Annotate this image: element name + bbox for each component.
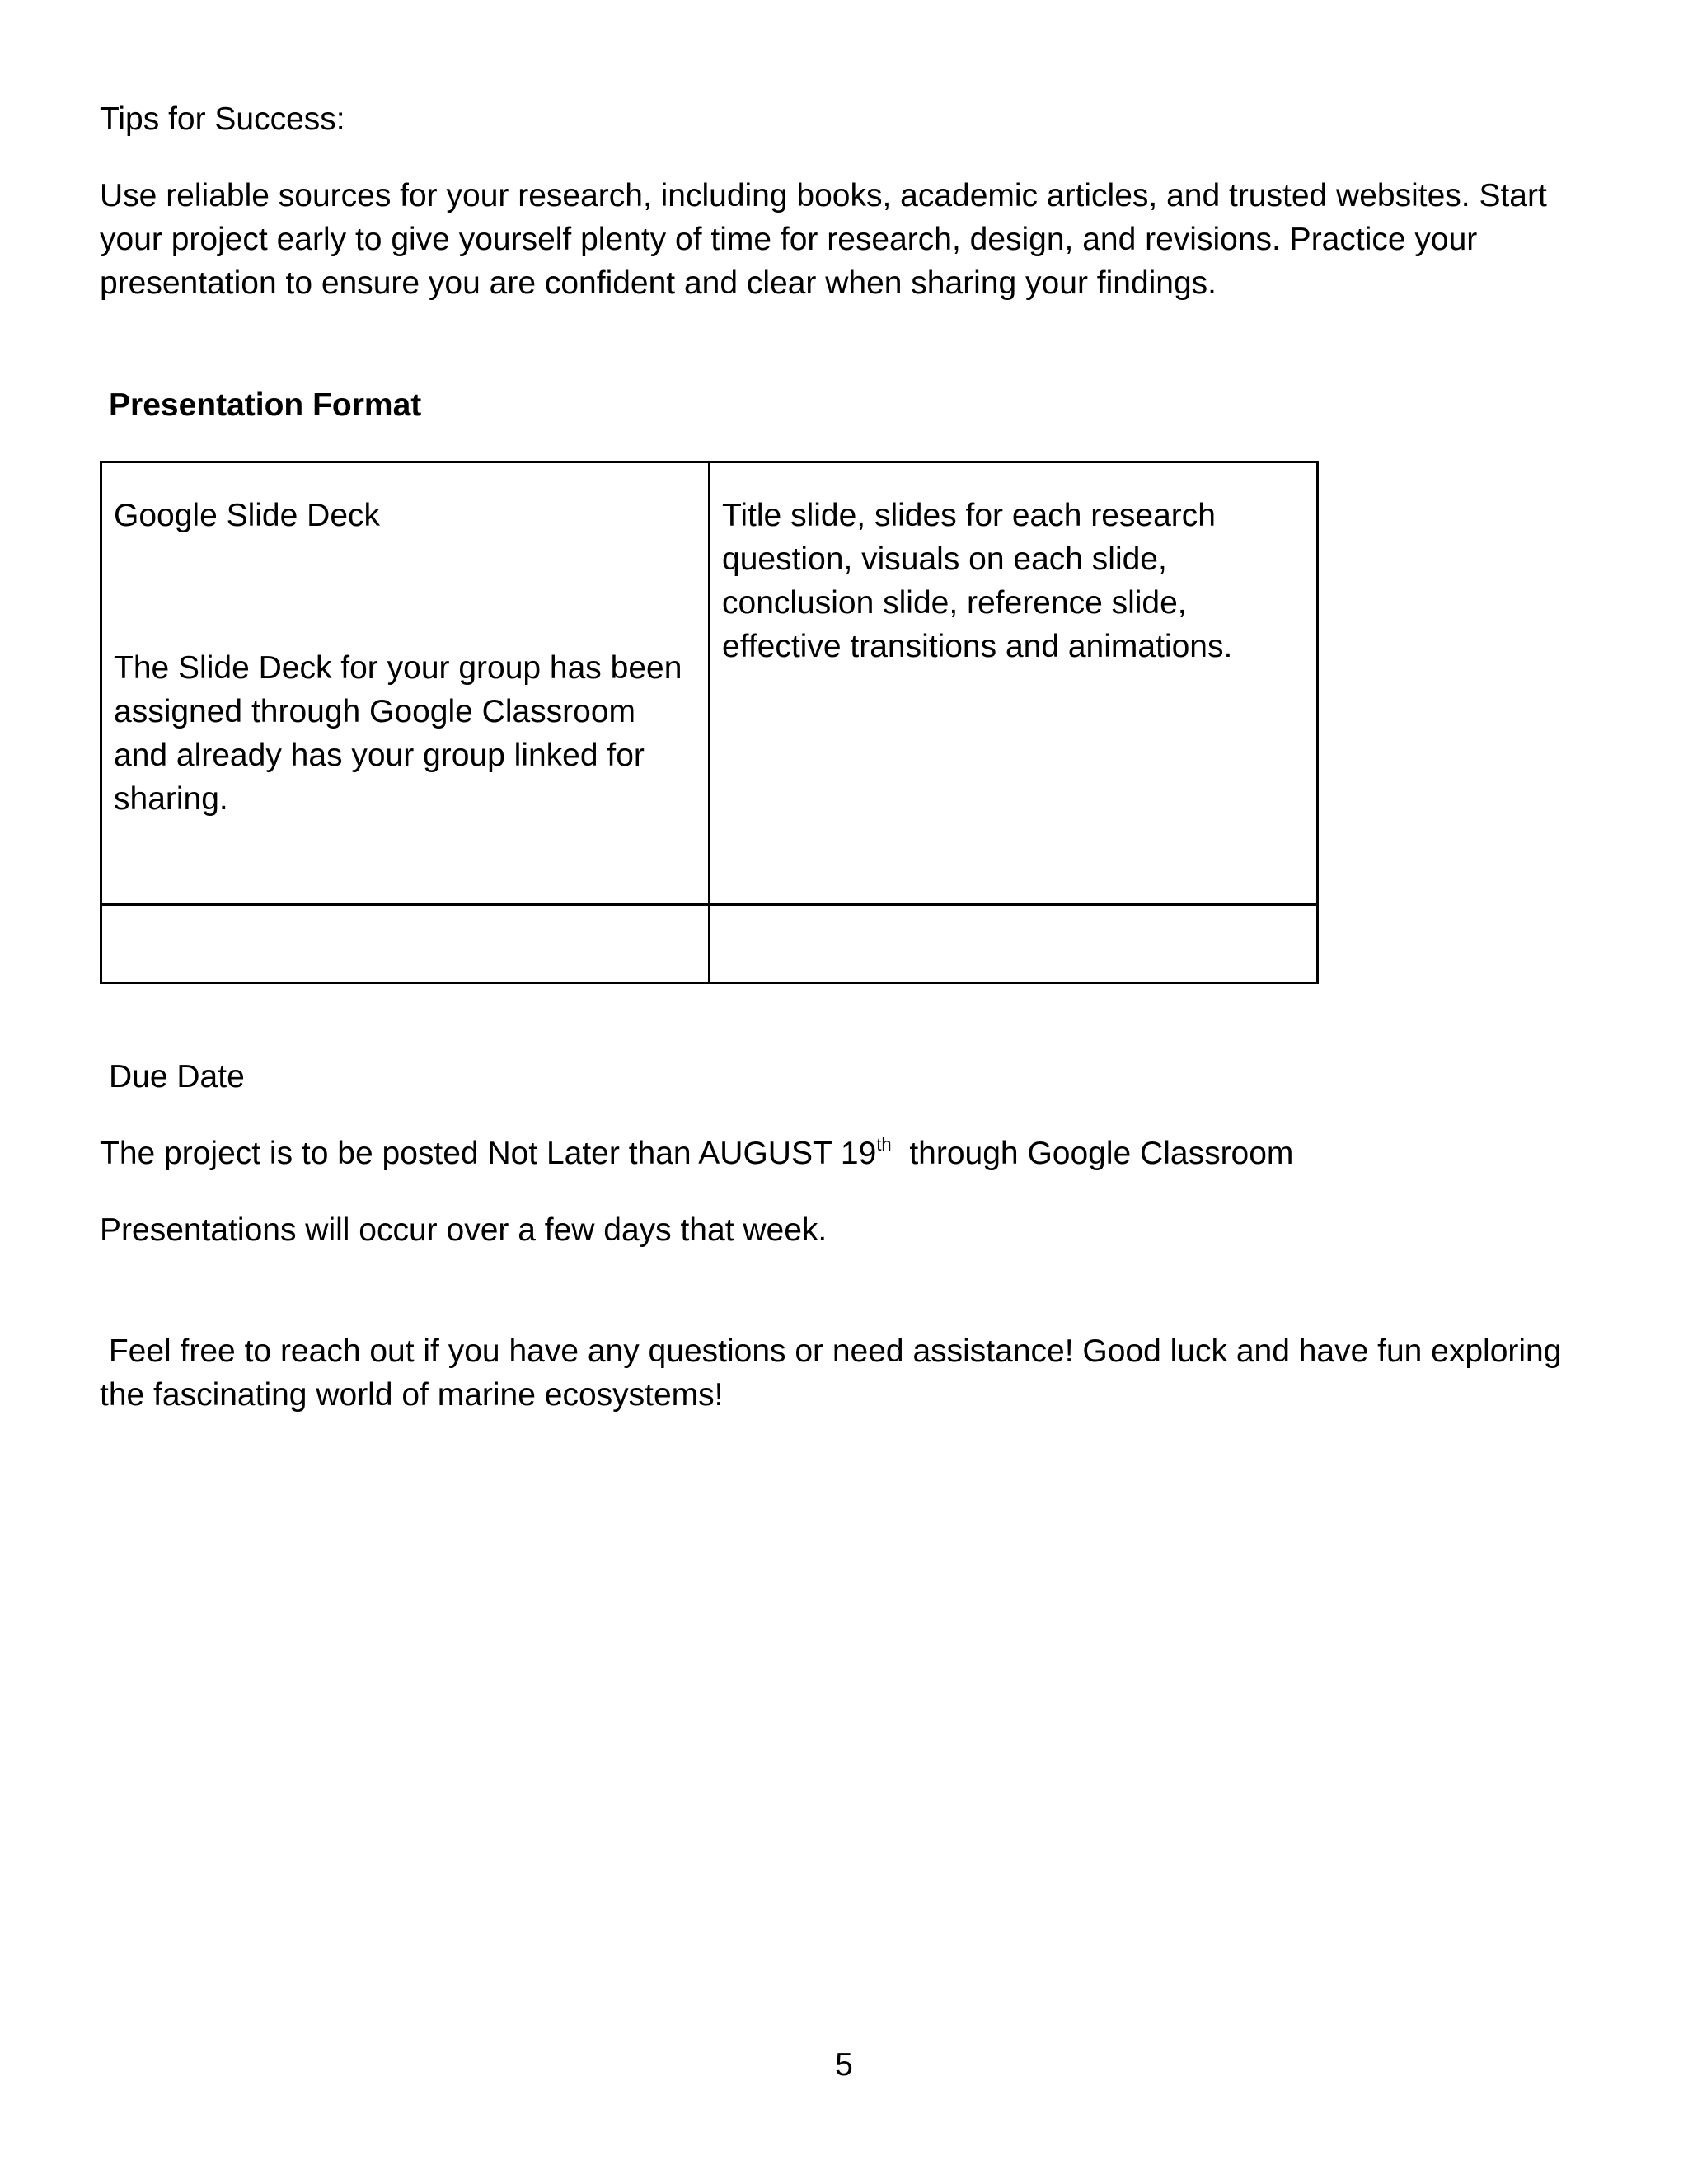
- due-date-heading: Due Date: [109, 1059, 245, 1094]
- tips-heading: Tips for Success:: [100, 101, 345, 137]
- due-date-line: [100, 1132, 1293, 1175]
- table-cell-format: [101, 462, 710, 905]
- presentations-note: Presentations will occur over a few days that week.: [100, 1212, 828, 1248]
- table-row: [101, 462, 1318, 905]
- format-requirements: Title slide, slides for each research question, visuals on each slide, conclusion slide, reference slide, effective transitions and animations.: [722, 498, 1233, 664]
- page-number: 5: [835, 2047, 853, 2083]
- table-row: [101, 905, 1318, 983]
- format-description: The Slide Deck for your group has been assigned through Google Classroom and already has your group linked for sharing.: [114, 650, 682, 817]
- due-date-text: The project is to be posted Not Later than AUGUST 19: [100, 1136, 877, 1171]
- table-cell-empty: [710, 905, 1318, 983]
- due-date-ordinal: th: [876, 1134, 892, 1155]
- table-cell-empty: [101, 905, 710, 983]
- tips-paragraph: Use reliable sources for your research, including books, academic articles, and trusted websites. Start your project early to give yourself plenty of time for research, design, and revisions. Practice your presentation to ensure you are confident and clear when sharing your findings.: [100, 178, 1547, 301]
- presentation-format-heading: Presentation Format: [109, 387, 422, 423]
- presentation-format-table: [100, 461, 1319, 984]
- due-date-text-after: through Google Classroom: [891, 1136, 1294, 1171]
- format-title: Google Slide Deck: [114, 498, 381, 533]
- closing-paragraph: Feel free to reach out if you have any questions or need assistance! Good luck and have fun exploring the fascinating world of marine ecosystems!: [100, 1333, 1571, 1413]
- table-cell-requirements: [710, 462, 1318, 905]
